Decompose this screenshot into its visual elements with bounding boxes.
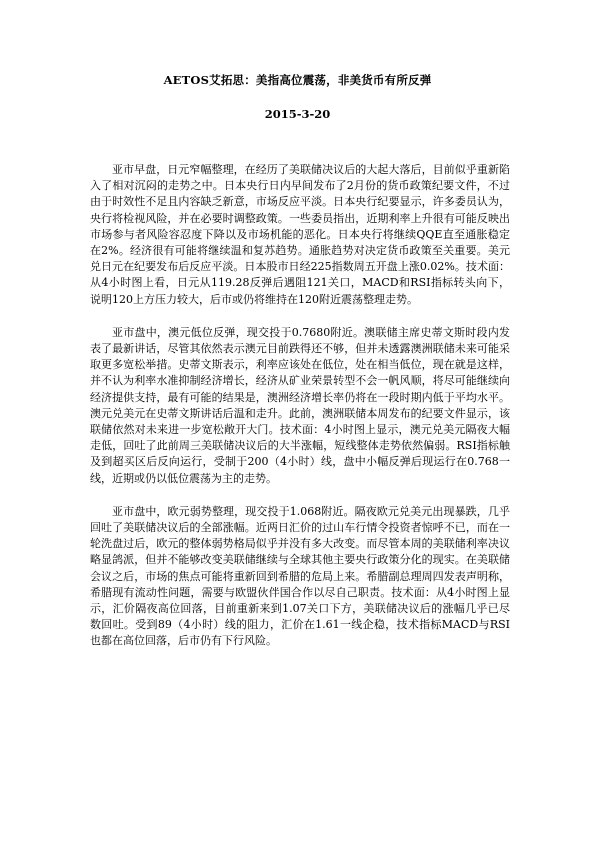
article-body — [90, 162, 510, 667]
page-title: AETOS艾拓思：美指高位震荡，非美货币有所反弹 — [163, 73, 432, 87]
paragraph-yen: 亚市早盘，日元窄幅整理，在经历了美联储决议后的大起大落后，目前似乎重新陷入了相对沉闷的走势之中。日本央行日内早间发布了2月份的货币政策纪要文件，不过由于时效性不足且内容缺乏新意，市场反应平淡。日本央行纪要显示，许多委员认为，央行将检视风险，并在必要时调整政策。一些委员指出，近期利率上升很有可能反映出市场参与者风险容忍度下降以及市场机能的恶化。日本央行将继续QQE直至通胀稳定在2%。经济很有可能将继续温和复苏趋势。通胀趋势对决定货币政策至关重要。美元兑日元在纪要发布后反应平淡。日本股市日经225指数周五开盘上涨0.02%。技术面：从4小时图上看，日元从119.28反弹后遇阻121关口，MACD和RSI指标转头向下，说明120上方压力较大，后市或仍将维持在120附近震荡整理走势。 — [90, 163, 510, 306]
paragraph-eur: 亚市盘中，欧元弱势整理，现交投于1.068附近。隔夜欧元兑美元出现暴跌，几乎回吐了美联储决议后的全部涨幅。近两日汇价的过山车行情令投资者惊呼不已，而在一轮洗盘过后，欧元的整体弱势格局似乎并没有多大改变。而尽管本周的美联储利率决议略显鸽派，但并不能够改变美联储继续与全球其他主要央行政策分化的现实。在美联储会议之后，市场的焦点可能将重新回到希腊的危局上来。希腊副总理周四发表声明称，希腊现有流动性问题，需要与欧盟伙伴国合作以尽自己职责。技术面：从4小时图上显示，汇价隔夜高位回落，目前重新来到1.07关口下方，美联储决议后的涨幅几乎已尽数回吐。受到89（4小时）线的阻力，汇价在1.61一线企稳，技术指标MACD与RSI也都在高位回落，后市仍有下行风险。 — [90, 504, 510, 648]
paragraph-aud: 亚市盘中，澳元低位反弹，现交投于0.7680附近。澳联储主席史蒂文斯时段内发表了最新讲话，尽管其依然表示澳元目前跌得还不够，但并未透露澳洲联储未来可能采取更多宽松举措。史蒂文斯表示，利率应该处在低位，处在相当低位，现在就是这样，并不认为利率水准抑制经济增长，经济从矿业荣景转型不会一帆风顺，将尽可能继续向经济提供支持，最有可能的结果是，澳洲经济增长率仍将在一段时期内低于平均水平。澳元兑美元在史蒂文斯讲话后温和走升。此前，澳洲联储本周发布的纪要文件显示，该联储依然对未来进一步宽松敞开大门。技术面：4小时图上显示，澳元兑美元隔夜大幅走低，回吐了此前周三美联储决议后的大半涨幅，短线整体走势依然偏弱。RSI指标触及到超买区后反向运行，受制于200（4小时）线，盘中小幅反弹后现运行在0.768一线，近期或仍以低位震荡为主的走势。 — [90, 325, 510, 485]
publish-date: 2015-3-20 — [264, 107, 331, 121]
